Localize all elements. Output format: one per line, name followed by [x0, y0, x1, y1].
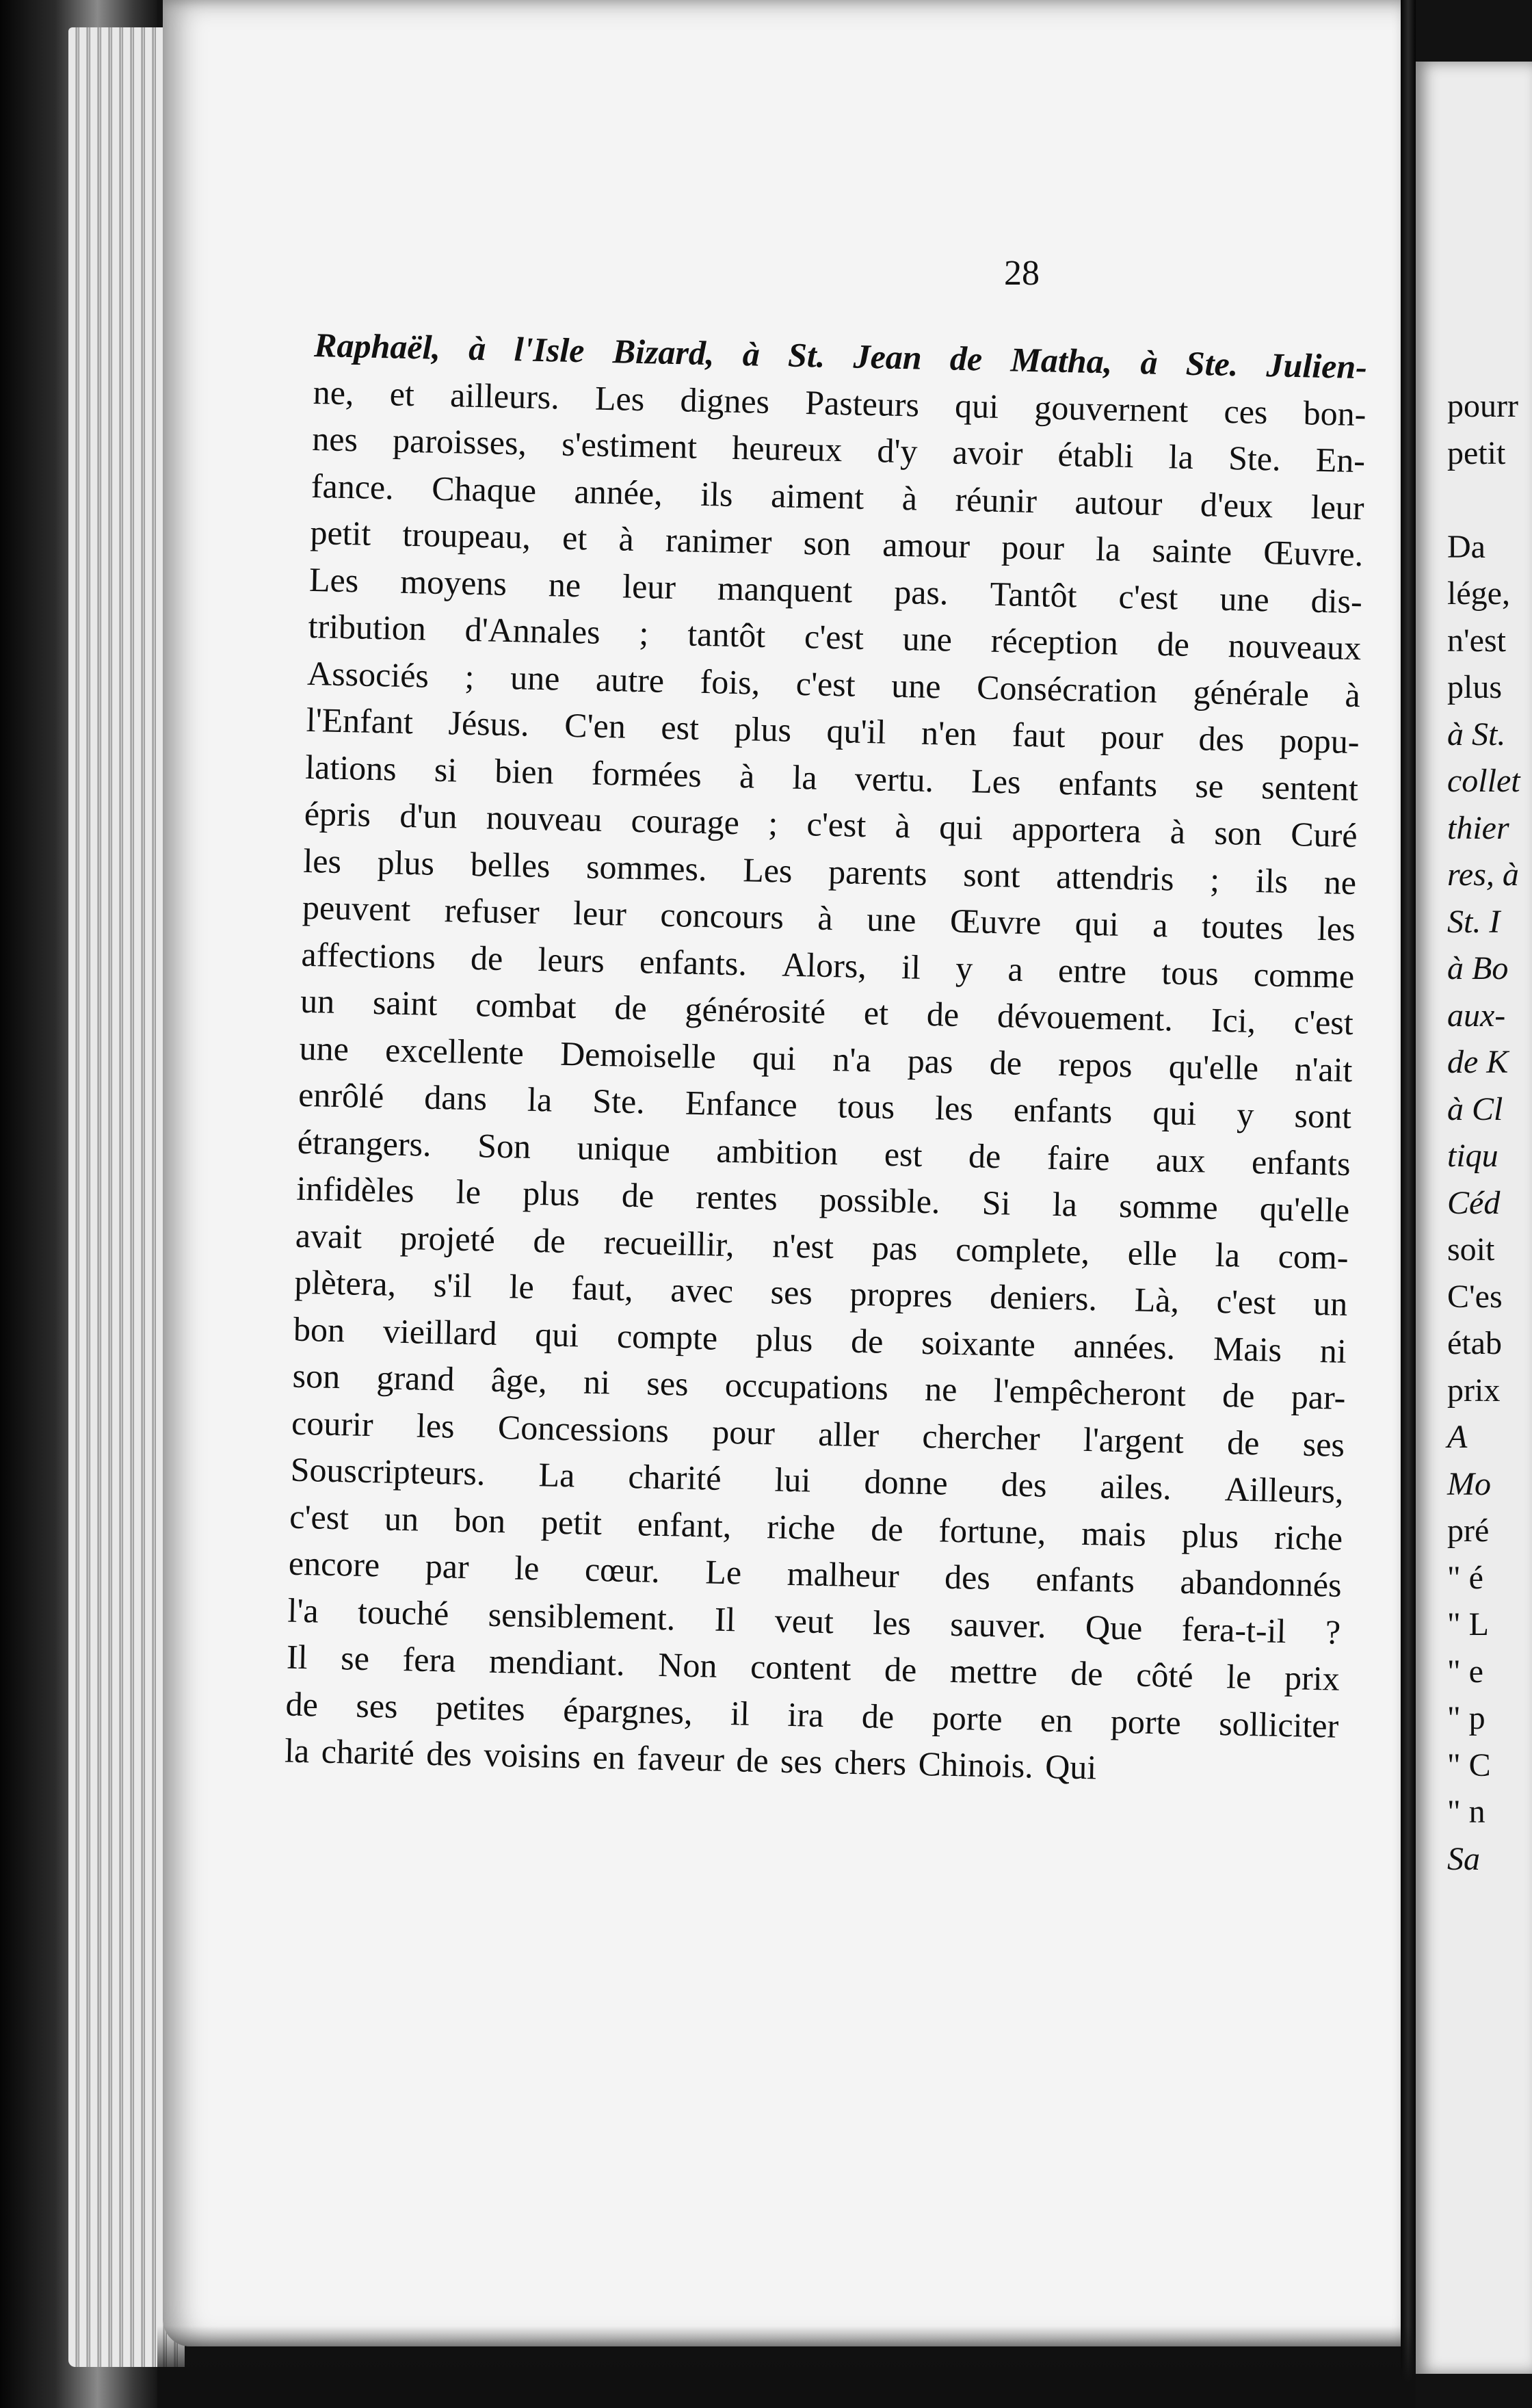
text-line: tribution d'Annales ; tantôt c'est une réception de nouveaux	[308, 606, 1362, 668]
right-page-line: St. I	[1447, 903, 1501, 940]
text-line: étrangers. Son unique ambition est de faire aux enfants	[297, 1122, 1351, 1183]
text-line: c'est un bon petit enfant, riche de fortune, mais plus riche	[289, 1497, 1343, 1558]
right-page-line: Sa	[1447, 1840, 1480, 1877]
right-page-line: res, à	[1447, 856, 1519, 893]
text-line: son grand âge, ni ses occupations ne l'empêcheront de par-	[292, 1356, 1346, 1417]
right-page-line: Céd	[1447, 1184, 1501, 1221]
text-line: Souscripteurs. La charité lui donne des ailes. Ailleurs,	[290, 1450, 1345, 1510]
right-page-line: tiqu	[1447, 1138, 1498, 1174]
right-page-line: collet	[1447, 763, 1520, 799]
bottom-shadow	[157, 2326, 1416, 2408]
right-page-line: A	[1447, 1419, 1468, 1455]
right-page-line: lége,	[1447, 575, 1510, 612]
right-page-line: " é	[1447, 1559, 1483, 1596]
right-page-line: Da	[1447, 528, 1485, 565]
body-text	[285, 322, 1368, 1796]
page-gutter	[1401, 0, 1416, 2408]
text-line: un saint combat de générosité et de dévouement. Ici, c'est	[300, 981, 1354, 1043]
text-line: petit troupeau, et à ranimer son amour pour la sainte Œuvre.	[309, 512, 1364, 574]
right-page-line: à St.	[1447, 716, 1506, 752]
text-line: nes paroisses, s'estiment heureux d'y avoir établi la Ste. En-	[311, 419, 1366, 480]
right-page-line: à Cl	[1447, 1090, 1503, 1127]
right-page-line: prix	[1447, 1372, 1501, 1409]
right-page-text	[1447, 383, 1532, 1883]
text-line: encore par le cœur. Le malheur des enfants abandonnés	[288, 1543, 1343, 1604]
text-line: bon vieillard qui compte plus de soixante années. Mais ni	[293, 1309, 1347, 1370]
right-page-line: soit	[1447, 1231, 1495, 1268]
text-line: enrôlé dans la Ste. Enfance tous les enfants qui y sont	[298, 1075, 1352, 1136]
text-line: infidèles le plus de rentes possible. Si la somme qu'elle	[295, 1168, 1350, 1229]
right-page-line: pourr	[1447, 388, 1518, 424]
text-line: Les moyens ne leur manquent pas. Tantôt c'est une dis-	[308, 560, 1363, 620]
text-line: plètera, s'il le faut, avec ses propres deniers. Là, c'est un	[294, 1262, 1348, 1323]
text-line: la charité des voisins en faveur de ses chers Chinois. Qui	[284, 1731, 1097, 1787]
right-page-line: " n	[1447, 1794, 1485, 1830]
right-page-line: " C	[1447, 1746, 1491, 1783]
text-line: de ses petites épargnes, il ira de porte en porte solliciter	[285, 1684, 1339, 1745]
text-line: ne, et ailleurs. Les dignes Pasteurs qui gouvernent ces bon-	[313, 372, 1366, 433]
page-number: 28	[1004, 254, 1040, 293]
text-line: lations si bien formées à la vertu. Les enfants se sentent	[304, 747, 1359, 808]
text-line: épris d'un nouveau courage ; c'est à qui apportera à son Curé	[304, 794, 1358, 855]
right-page-line: " e	[1447, 1653, 1483, 1690]
text-line: une excellente Demoiselle qui n'a pas de repos qu'elle n'ait	[299, 1028, 1353, 1089]
right-page-line: " L	[1447, 1606, 1489, 1643]
right-page-line: aux-	[1447, 997, 1506, 1034]
right-page-line: de K	[1447, 1044, 1509, 1080]
text-line: affections de leurs enfants. Alors, il y a entre tous comme	[301, 934, 1355, 995]
right-page-line: à Bo	[1447, 950, 1509, 986]
right-page-line: Mo	[1447, 1465, 1491, 1502]
text-line: les plus belles sommes. Les parents sont attendris ; ils ne	[302, 841, 1357, 902]
text-line: fance. Chaque année, ils aiment à réunir autour d'eux leur	[311, 466, 1365, 527]
right-page-line: étab	[1447, 1325, 1502, 1361]
text-line: avait projeté de recueillir, n'est pas complete, elle la com-	[295, 1216, 1349, 1277]
right-page-fragment	[1416, 62, 1532, 2374]
text-line: peuvent refuser leur concours à une Œuvre qui a toutes les	[302, 887, 1356, 949]
text-line: l'Enfant Jésus. C'en est plus qu'il n'en faut pour des popu-	[306, 700, 1360, 761]
text-line: Associés ; une autre fois, c'est une Consécration générale à	[306, 653, 1361, 714]
text-line: l'a touché sensiblement. Il veut les sauver. Que fera-t-il ?	[287, 1591, 1341, 1651]
text-line: Il se fera mendiant. Non content de mettre de côté le prix	[286, 1637, 1340, 1698]
right-page-line: thier	[1447, 809, 1509, 846]
right-page-line: n'est	[1447, 622, 1506, 659]
text-line: courir les Concessions pour aller chercher l'argent de ses	[291, 1403, 1345, 1464]
right-page-line: plus	[1447, 669, 1503, 705]
text-line: Raphaël, à l'Isle Bizard, à St. Jean de Matha, à Ste. Julien-	[313, 325, 1368, 387]
right-page-line: " p	[1447, 1700, 1485, 1736]
right-page-line: C'es	[1447, 1278, 1503, 1315]
right-page-line: petit	[1447, 434, 1506, 471]
right-page-line: pré	[1447, 1513, 1490, 1549]
right-page-line	[1447, 477, 1532, 524]
